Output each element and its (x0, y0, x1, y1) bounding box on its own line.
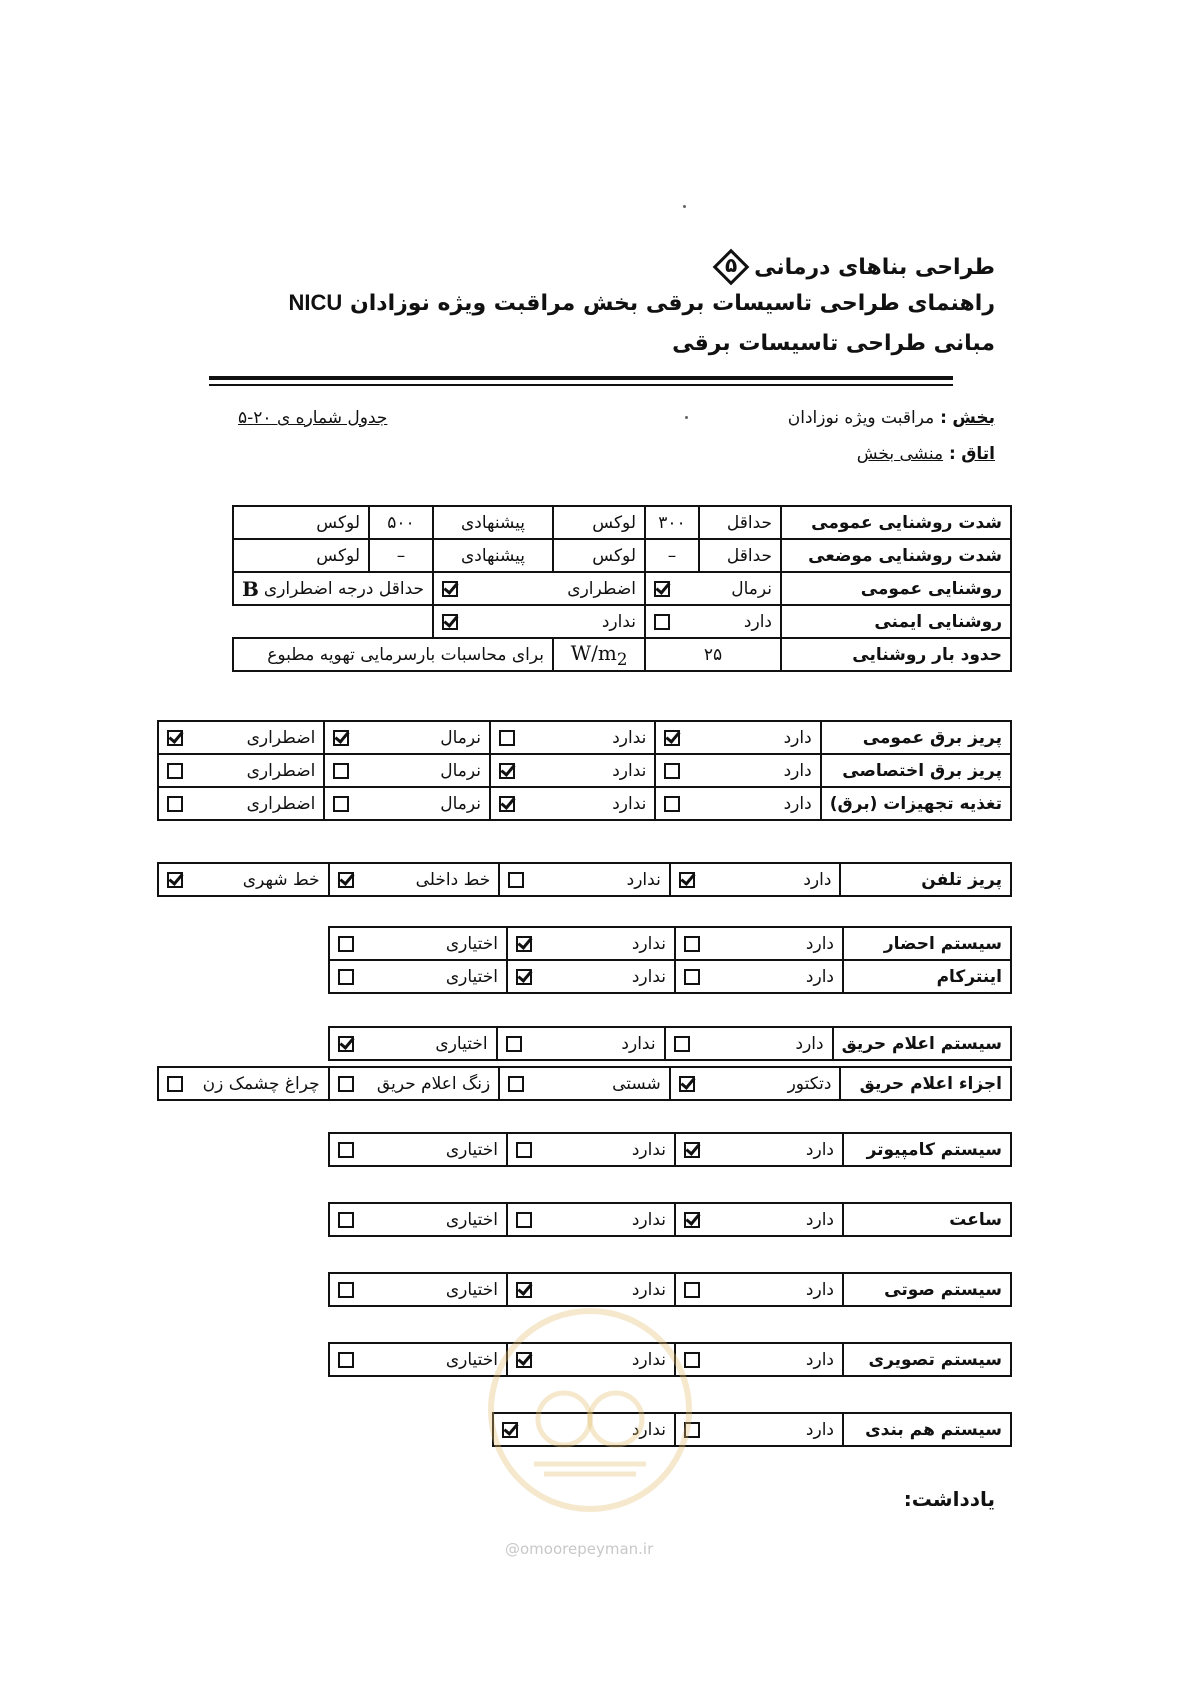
option-cell: ندارد (507, 927, 675, 960)
checkbox-icon[interactable] (508, 1076, 524, 1092)
checkbox-icon[interactable] (499, 763, 515, 779)
option-cell: دارد (675, 1133, 843, 1166)
checkbox-icon[interactable] (679, 1076, 695, 1092)
row-label: سیستم کامپیوتر (843, 1133, 1011, 1166)
row-label: شدت روشنایی موضعی (781, 539, 1011, 572)
table-row (158, 754, 1011, 787)
checkbox-icon[interactable] (664, 730, 680, 746)
table-row (158, 863, 1011, 896)
option-cell: دارد (655, 721, 820, 754)
load-unit: $W/m_2$ (553, 638, 645, 671)
fire-system-table (328, 1026, 1012, 1061)
table-row (158, 721, 1011, 754)
table-row (158, 1067, 1011, 1100)
load-value: ۲۵ (645, 638, 781, 671)
table-row (233, 605, 1011, 638)
row-label: روشنایی ایمنی (781, 605, 1011, 638)
option-cell: ندارد (507, 1273, 675, 1306)
empty-cell (233, 605, 433, 638)
yes-option: دارد (645, 605, 781, 638)
checkbox-icon[interactable] (167, 872, 183, 888)
doc-section-title: مبانی طراحی تاسیسات برقی (672, 331, 995, 356)
option-cell: نرمال (324, 754, 490, 787)
checkbox-icon[interactable] (664, 763, 680, 779)
row-label: سیستم احضار (843, 927, 1011, 960)
checkbox-icon[interactable] (506, 1036, 522, 1052)
checkbox-icon[interactable] (338, 936, 354, 952)
checkbox-icon[interactable] (684, 1212, 700, 1228)
row-label: سیستم تصویری (843, 1343, 1011, 1376)
checkbox-icon[interactable] (167, 1076, 183, 1092)
option-cell: دارد (655, 754, 820, 787)
section-value: مراقبت ویژه نوزادان (787, 408, 935, 428)
checkbox-icon[interactable] (516, 1142, 532, 1158)
checkbox-icon[interactable] (167, 763, 183, 779)
option-cell: خط داخلی (329, 863, 500, 896)
checkbox-icon[interactable] (167, 730, 183, 746)
notes-label: یادداشت: (903, 1487, 995, 1511)
table-row (329, 927, 1011, 960)
unit-label: لوکس (553, 539, 645, 572)
section-label: بخش (952, 408, 995, 428)
checkbox-icon[interactable] (516, 936, 532, 952)
option-cell: اضطراری (158, 721, 324, 754)
option-cell: نرمال (324, 721, 490, 754)
no-option: ندارد (433, 605, 645, 638)
table-row (329, 1027, 1011, 1060)
min-emergency-grade: حداقل درجه اضطراری B (233, 572, 433, 605)
checkbox-icon[interactable] (684, 936, 700, 952)
table-row (233, 638, 1011, 671)
option-cell: اختیاری (329, 1027, 497, 1060)
option-cell: دارد (665, 1027, 833, 1060)
suggested-value: ۵۰۰ (369, 506, 433, 539)
option-cell: ندارد (497, 1027, 665, 1060)
speck (685, 416, 688, 419)
option-cell: ندارد (490, 787, 655, 820)
checkbox-icon[interactable] (167, 796, 183, 812)
checkbox-icon[interactable] (674, 1036, 690, 1052)
clock-table (328, 1202, 1012, 1237)
option-cell: اختیاری (329, 1273, 507, 1306)
option-cell: دارد (675, 960, 843, 993)
speck (683, 205, 686, 208)
option-cell: دتکتور (670, 1067, 841, 1100)
row-label: پریز برق عمومی (821, 721, 1011, 754)
option-cell: شستی (499, 1067, 670, 1100)
checkbox-icon[interactable] (333, 730, 349, 746)
checkbox-icon[interactable] (442, 581, 458, 597)
option-cell: ندارد (499, 863, 670, 896)
watermark-text: @omoorepeyman.ir (505, 1540, 654, 1558)
checkbox-icon[interactable] (684, 1142, 700, 1158)
option-cell: دارد (675, 1273, 843, 1306)
suggested-value: – (369, 539, 433, 572)
checkbox-icon[interactable] (338, 1282, 354, 1298)
checkbox-icon[interactable] (338, 1212, 354, 1228)
checkbox-icon[interactable] (654, 581, 670, 597)
checkbox-icon[interactable] (684, 1282, 700, 1298)
row-label: شدت روشنایی عمومی (781, 506, 1011, 539)
option-cell: خط شهری (158, 863, 329, 896)
min-value: ۳۰۰ (645, 506, 699, 539)
checkbox-icon[interactable] (679, 872, 695, 888)
option-cell: ندارد (493, 1413, 675, 1446)
phone-table (157, 862, 1012, 897)
checkbox-icon[interactable] (516, 1212, 532, 1228)
unit-label: لوکس (233, 506, 369, 539)
min-label: حداقل (699, 539, 781, 572)
unit-label: لوکس (553, 506, 645, 539)
checkbox-icon[interactable] (333, 763, 349, 779)
checkbox-icon[interactable] (516, 969, 532, 985)
row-label: پریز تلفن (840, 863, 1011, 896)
power-table (157, 720, 1012, 821)
option-cell: اضطراری (158, 787, 324, 820)
subtitle-tag: NICU (288, 290, 343, 315)
option-cell: اضطراری (158, 754, 324, 787)
row-label: پریز برق اختصاصی (821, 754, 1011, 787)
table-row (233, 506, 1011, 539)
checkbox-icon[interactable] (338, 1142, 354, 1158)
option-cell: اختیاری (329, 1133, 507, 1166)
option-cell: دارد (675, 927, 843, 960)
section-field: بخش : مراقبت ویژه نوزادان (787, 408, 995, 428)
row-label: سیستم صوتی (843, 1273, 1011, 1306)
checkbox-icon[interactable] (338, 872, 354, 888)
option-cell: ندارد (507, 1203, 675, 1236)
min-value: – (645, 539, 699, 572)
option-cell: ندارد (490, 721, 655, 754)
doc-title (710, 248, 995, 286)
row-label: حدود بار روشنایی (781, 638, 1011, 671)
option-cell: ندارد (507, 1133, 675, 1166)
checkbox-icon[interactable] (499, 796, 515, 812)
option-cell: اختیاری (329, 1203, 507, 1236)
checkbox-icon[interactable] (338, 1036, 354, 1052)
watermark-seal-icon (488, 1308, 692, 1512)
emergency-option: اضطراری (433, 572, 645, 605)
checkbox-icon[interactable] (684, 969, 700, 985)
checkbox-icon[interactable] (338, 969, 354, 985)
row-label: سیستم هم بندی (843, 1413, 1011, 1446)
suggested-label: پیشنهادی (433, 506, 553, 539)
call-table (328, 926, 1012, 994)
table-row (158, 787, 1011, 820)
normal-option: نرمال (645, 572, 781, 605)
option-cell: ندارد (490, 754, 655, 787)
option-cell: ندارد (507, 960, 675, 993)
option-cell: اختیاری (329, 927, 507, 960)
checkbox-icon[interactable] (499, 730, 515, 746)
table-row (233, 572, 1011, 605)
table-row (329, 1273, 1011, 1306)
audio-table (328, 1272, 1012, 1307)
row-label: سیستم اعلام حریق (833, 1027, 1011, 1060)
table-number: جدول شماره ی ۲۰-۵ (238, 408, 388, 428)
checkbox-icon[interactable] (442, 614, 458, 630)
row-label: اینترکام (843, 960, 1011, 993)
row-label: اجزاء اعلام حریق (840, 1067, 1011, 1100)
header-rule-thick (209, 376, 953, 380)
checkbox-icon[interactable] (516, 1282, 532, 1298)
subtitle-text: راهنمای طراحی تاسیسات برقی بخش مراقبت ویژه نوزادان (349, 291, 995, 316)
option-cell: نرمال (324, 787, 490, 820)
option-cell: دارد (655, 787, 820, 820)
checkbox-icon[interactable] (664, 796, 680, 812)
option-cell: دارد (675, 1413, 843, 1446)
room-label: اتاق (961, 444, 995, 464)
table-row (329, 960, 1011, 993)
gear-icon (494, 1314, 686, 1506)
computer-table (328, 1132, 1012, 1167)
option-cell: دارد (675, 1343, 843, 1376)
checkbox-icon[interactable] (338, 1352, 354, 1368)
option-cell: دارد (675, 1203, 843, 1236)
row-label: روشنایی عمومی (781, 572, 1011, 605)
checkbox-icon[interactable] (333, 796, 349, 812)
table-row (329, 1203, 1011, 1236)
option-cell: زنگ اعلام حریق (329, 1067, 500, 1100)
doc-subtitle (289, 290, 995, 316)
title-text: طراحی بناهای درمانی (754, 254, 995, 280)
checkbox-icon[interactable] (654, 614, 670, 630)
option-cell: ندارد (507, 1343, 675, 1376)
diamond-number-icon: ۵ (712, 248, 750, 286)
header-rule-thin (209, 384, 953, 386)
option-cell: چراغ چشمک زن (158, 1067, 329, 1100)
table-row (329, 1133, 1011, 1166)
lighting-table (232, 505, 1012, 672)
min-label: حداقل (699, 506, 781, 539)
row-label: تغذیه تجهیزات (برق) (821, 787, 1011, 820)
fire-parts-table (157, 1066, 1012, 1101)
option-cell: اختیاری (329, 960, 507, 993)
room-field: اتاق : منشی بخش (856, 444, 995, 464)
checkbox-icon[interactable] (508, 872, 524, 888)
checkbox-icon[interactable] (338, 1076, 354, 1092)
suggested-label: پیشنهادی (433, 539, 553, 572)
option-cell: اختیاری (329, 1343, 507, 1376)
checkbox-icon[interactable] (684, 1352, 700, 1368)
load-note: برای محاسبات بارسرمایی تهویه مطبوع (233, 638, 553, 671)
room-value: منشی بخش (856, 444, 944, 464)
row-label: ساعت (843, 1203, 1011, 1236)
option-cell: دارد (670, 863, 841, 896)
table-row (233, 539, 1011, 572)
unit-label: لوکس (233, 539, 369, 572)
